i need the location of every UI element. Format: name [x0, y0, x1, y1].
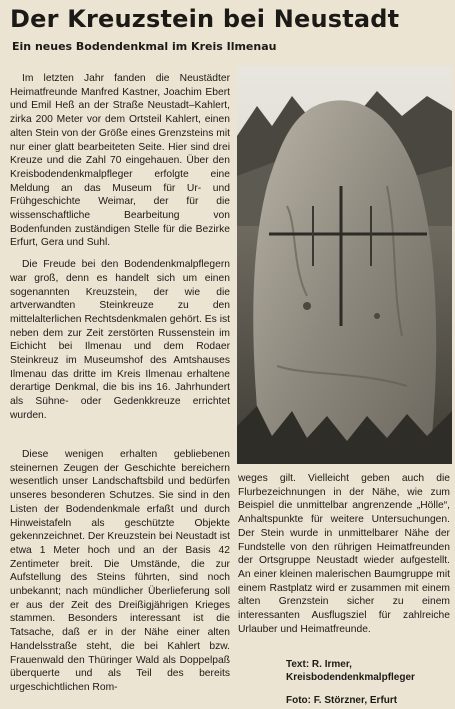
- stone-cross-image: [237, 66, 452, 464]
- article-subheadline: Ein neues Bodendenkmal im Kreis Ilmenau: [12, 40, 277, 53]
- photo-credit: [286, 694, 455, 707]
- article-paragraph-1: Im letzten Jahr fanden die Neustädter Heimatfreunde Manfred Kastner, Joachim Ebert und Emil Heß an der Straße Neustadt–Kahlert, zirka 200 Meter vor dem Ortsteil Kahlert, einen alten Stein von der Größe eines Grenzsteins mit nur einer glatt bearbeiteten Seite. Hier sind drei Kreuze und die Zahl 70 eingehauen. Über den Kreisbodendenkmalpfleger erfolgte eine Meldung an das Museum für Ur- und Frühgeschichte Weimar, der für die wissenschaftliche Bearbeitung von Bodenfunden zuständigen Stelle für die Bezirke Erfurt, Gera und Suhl.: [10, 73, 230, 249]
- article-headline: Der Kreuzstein bei Neustadt: [10, 5, 400, 33]
- article-column-right-bottom: [238, 472, 450, 652]
- text-credit-line-1: Text: R. Irmer,: [286, 659, 352, 670]
- article-paragraph-2: Die Freude bei den Bodendenkmalpflegern war groß, denn es handelt sich um einen sogenannten Kreuzstein, der wie die artverwandten Steinkreuze zu den mittelalterlichen Rechtsdenkmalen gehört. Es ist neben dem zur Zeit zerstörten Russenstein im Eichicht bei Ilmenau und dem Rodaer Steinkreuz im Museumshof des Amtshauses Ilmenau das dritte im Kreis Ilmenau erhaltene derartige Denkmal, die bis ins 16. Jahrhundert als Sühne- oder Gedenkkreuze errichtet wurden.: [10, 259, 230, 421]
- text-credit: [286, 658, 455, 684]
- article-column-left-top: [10, 72, 230, 450]
- article-paragraph-3: Diese wenigen erhalten gebliebenen steinernen Zeugen der Geschichte bereichern wesentlich unser Landschaftsbild und bedürfen unseres besonderen Schutzes. Sie sind in den Listen der Bodendenkmale erfaßt und durch Hinweistafeln als geschützte Objekte gekennzeichnet. Der Kreuzstein bei Neustadt ist etwa 1 Meter hoch und an der Basis 42 Zentimeter breit. Die Umstände, die zur Aufstellung des Steins führten, sind noch unbekannt; nach mündlicher Überlieferung soll er aus der Zeit des Dreißigjährigen Krieges stammen. Besonders interessant ist die Tatsache, daß er in der Nähe einer alten Handelsstraße steht, die bei Kahlert bzw. Frauenwald den Thüringer Wald als Doppelpaß überquerte und als Teil des bereits urgeschichtlichen Rom-: [10, 449, 230, 693]
- article-column-left-bottom: [10, 448, 230, 706]
- article-paragraph-4: weges gilt. Vielleicht geben auch die Flurbezeichnungen in der Nähe, wie zum Beispiel die unmittelbar angrenzende „Hölle“, Anhaltspunkte für weitere Untersuchungen. Der Stein wurde in unmittelbarer Nähe der Fundstelle von den rührigen Heimatfreunden der Ortsgruppe Neustadt wieder aufgestellt. An einer kleinen malerischen Baumgruppe mit einem Rastplatz wird er zusammen mit einem alten Grenzstein sicher zu einem interessanten Ausflugsziel für zahlreiche Urlauber und Heimatfreunde.: [238, 473, 450, 635]
- kreuzstein-photo: [237, 66, 452, 464]
- photo-credit-line: Foto: F. Störzner, Erfurt: [286, 695, 398, 706]
- text-credit-line-2: Kreisbodendenkmalpfleger: [286, 672, 415, 683]
